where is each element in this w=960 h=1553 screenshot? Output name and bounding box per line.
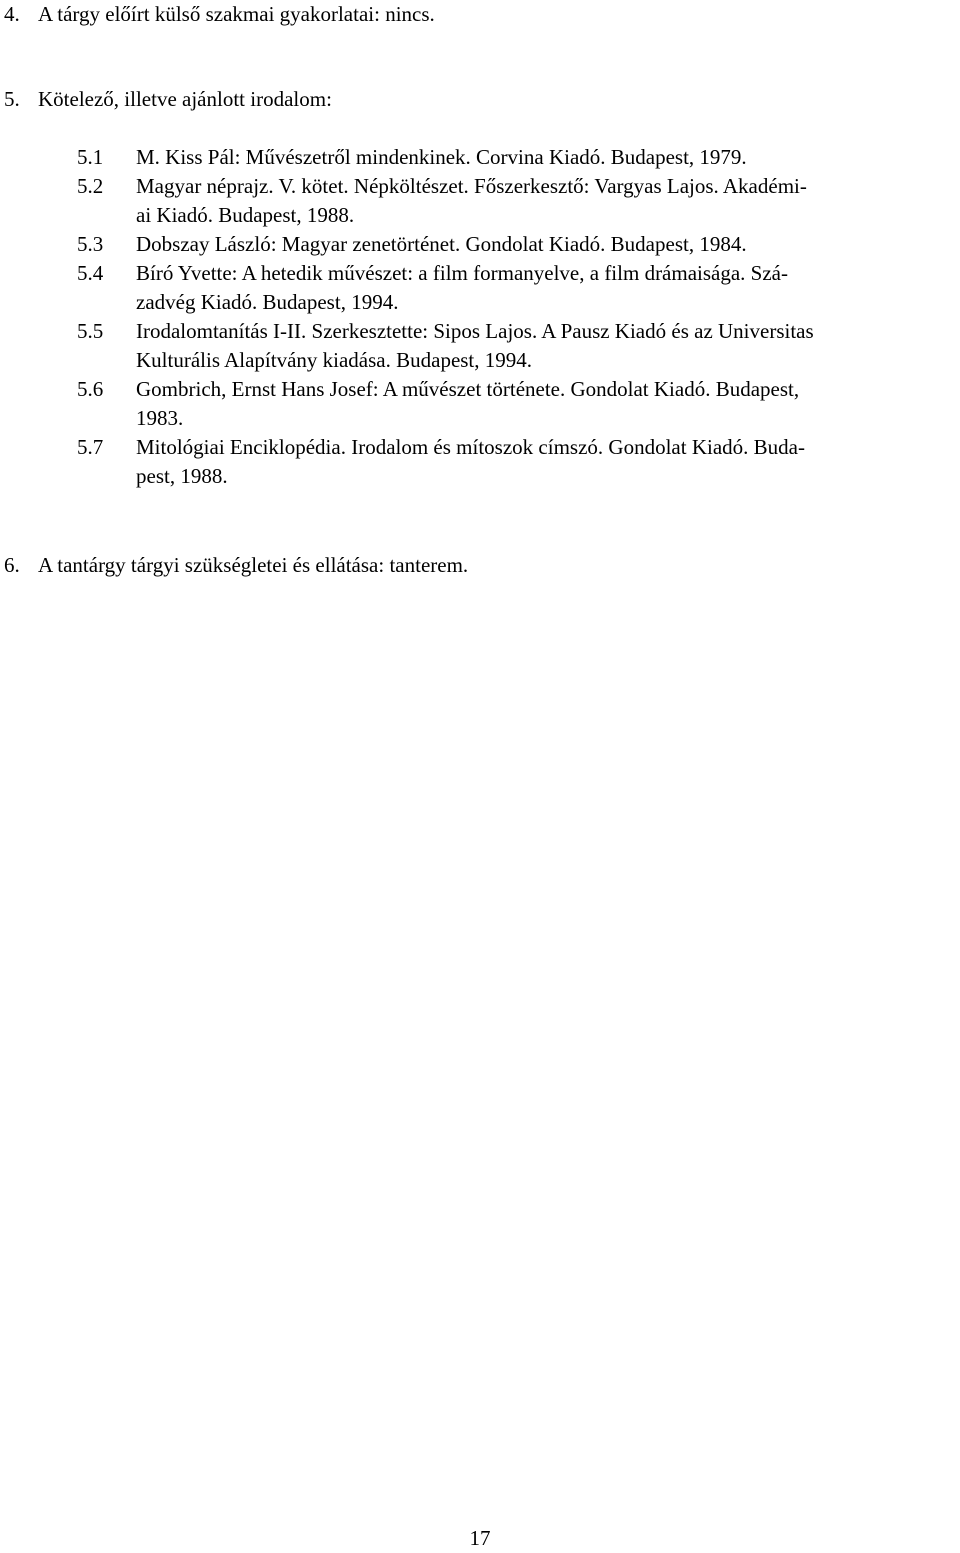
reference-text: [136, 172, 957, 230]
section-heading: A tárgy előírt külső szakmai gyakorlatai: nincs.: [38, 2, 435, 26]
reference-number: 5.6: [77, 377, 104, 401]
section-heading: Kötelező, illetve ajánlott irodalom:: [38, 87, 332, 111]
reference-number: 5.1: [77, 145, 104, 169]
reference-item: [77, 259, 957, 317]
section-5: [4, 85, 954, 114]
reference-text: [136, 259, 957, 317]
section-number: 4.: [4, 2, 20, 26]
reference-line: zadvég Kiadó. Budapest, 1994.: [136, 290, 399, 314]
section-6: [4, 551, 954, 580]
reference-item: [77, 172, 957, 230]
reference-item: [77, 375, 957, 433]
section-heading: A tantárgy tárgyi szükségletei és ellátása: tanterem.: [38, 553, 469, 577]
reference-line: 1983.: [136, 406, 184, 430]
reference-text: [136, 375, 957, 433]
reference-item: [77, 433, 957, 491]
reference-line: Irodalomtanítás I-II. Szerkesztette: Sipos Lajos. A Pausz Kiadó és az Universitas: [136, 319, 814, 343]
section-number: 6.: [4, 553, 20, 577]
reference-number: 5.5: [77, 319, 104, 343]
reference-line: Kulturális Alapítvány kiadása. Budapest, 1994.: [136, 348, 533, 372]
section-number: 5.: [4, 87, 20, 111]
reference-line: Bíró Yvette: A hetedik művészet: a film formanyelve, a film drámaisága. Szá-: [136, 261, 788, 285]
reference-line: ai Kiadó. Budapest, 1988.: [136, 203, 355, 227]
reference-list: [77, 143, 957, 491]
reference-number: 5.4: [77, 261, 104, 285]
reference-text: [136, 317, 957, 375]
reference-line: Gombrich, Ernst Hans Josef: A művészet története. Gondolat Kiadó. Budapest,: [136, 377, 800, 401]
reference-number: 5.7: [77, 435, 104, 459]
reference-line: M. Kiss Pál: Művészetről mindenkinek. Corvina Kiadó. Budapest, 1979.: [136, 145, 747, 169]
reference-item: [77, 143, 957, 172]
page-number: 17: [469, 1526, 491, 1550]
reference-line: Dobszay László: Magyar zenetörténet. Gondolat Kiadó. Budapest, 1984.: [136, 232, 747, 256]
reference-line: Magyar néprajz. V. kötet. Népköltészet. Főszerkesztő: Vargyas Lajos. Akadémi-: [136, 174, 807, 198]
section-4: [4, 0, 954, 29]
reference-text: [136, 433, 957, 491]
reference-item: [77, 230, 957, 259]
reference-line: pest, 1988.: [136, 464, 228, 488]
reference-line: Mitológiai Enciklopédia. Irodalom és mítoszok címszó. Gondolat Kiadó. Buda-: [136, 435, 805, 459]
reference-number: 5.2: [77, 174, 104, 198]
reference-text: [136, 143, 957, 172]
reference-item: [77, 317, 957, 375]
reference-number: 5.3: [77, 232, 104, 256]
reference-text: [136, 230, 957, 259]
